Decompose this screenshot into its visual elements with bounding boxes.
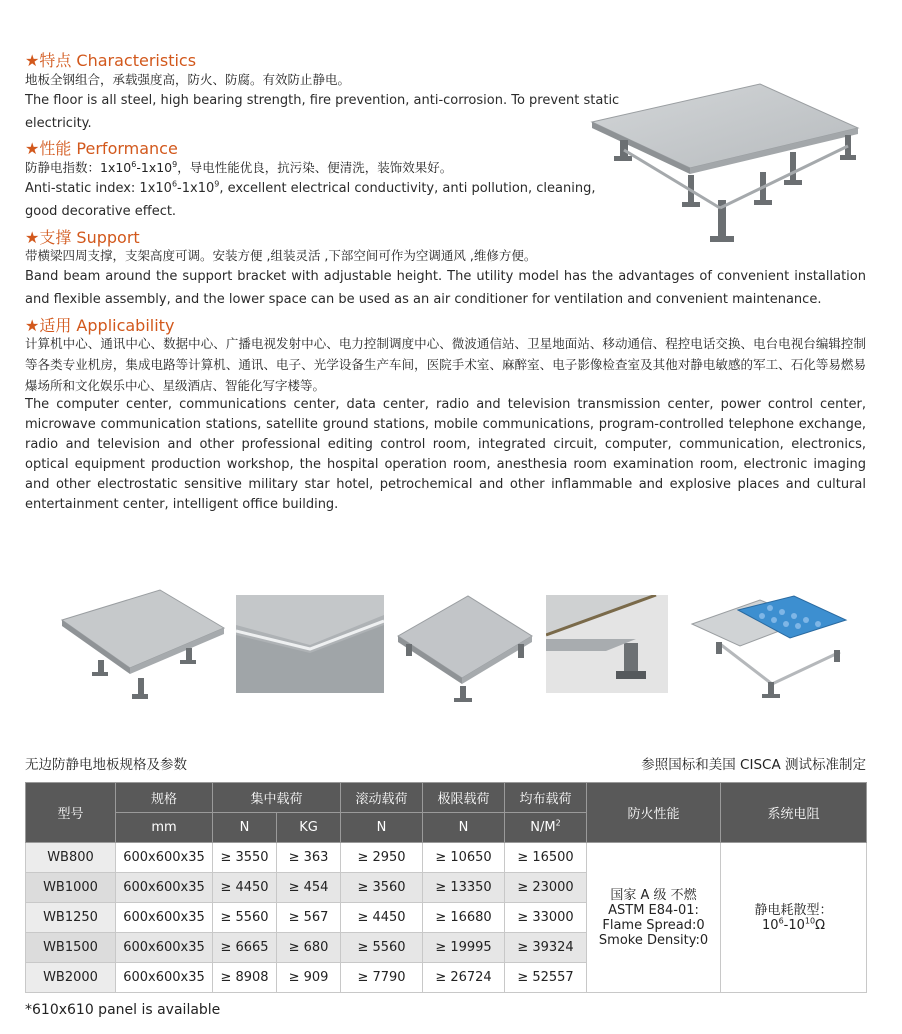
cell-kg: ≥ 567 — [277, 903, 341, 933]
cell-kg: ≥ 454 — [277, 873, 341, 903]
cell-model: WB800 — [26, 843, 116, 873]
header-rolling-load: 滚动载荷 — [341, 783, 423, 813]
cell-n: ≥ 4450 — [213, 873, 277, 903]
cell-resistance — [721, 843, 867, 993]
cell-n: ≥ 3550 — [213, 843, 277, 873]
cell-model: WB1000 — [26, 873, 116, 903]
footnote: *610x610 panel is available — [25, 1002, 221, 1018]
header-uniform-load: 均布载荷 — [505, 783, 587, 813]
header-ultimate-load: 极限载荷 — [423, 783, 505, 813]
star-icon: ★ — [25, 316, 40, 335]
cell-kg: ≥ 909 — [277, 963, 341, 993]
fire-line-2: ASTM E84-01: — [608, 902, 699, 918]
cell-uni: ≥ 33000 — [505, 903, 587, 933]
cell-n: ≥ 6665 — [213, 933, 277, 963]
characteristics-cn: 地板全钢组合，承载强度高，防火、防腐。有效防止静电。 — [25, 72, 351, 87]
cell-ult: ≥ 19995 — [423, 933, 505, 963]
table-row — [26, 843, 867, 873]
performance-en-line2: good decorative effect. — [25, 204, 177, 219]
cell-spec: 600x600x35 — [116, 843, 213, 873]
raised-floor-panel-image — [590, 80, 870, 250]
cell-ult: ≥ 26724 — [423, 963, 505, 993]
fire-line-1: 国家 A 级 不燃 — [610, 887, 697, 903]
photo-panel-2 — [236, 595, 384, 693]
fire-line-3: Flame Spread:0 — [602, 917, 705, 933]
cell-n: ≥ 8908 — [213, 963, 277, 993]
cell-ult: ≥ 16680 — [423, 903, 505, 933]
cell-model: WB1500 — [26, 933, 116, 963]
photo-panel-3 — [396, 592, 534, 704]
header-spec: 规格 — [116, 783, 213, 813]
cell-spec: 600x600x35 — [116, 873, 213, 903]
cell-kg: ≥ 680 — [277, 933, 341, 963]
unit-n: N — [213, 813, 277, 843]
table-header-row — [26, 783, 867, 813]
cell-roll: ≥ 2950 — [341, 843, 423, 873]
cell-uni: ≥ 16500 — [505, 843, 587, 873]
applicability-heading: ★适用 Applicability — [25, 316, 175, 335]
resistance-line-1: 静电耗散型： — [754, 902, 833, 918]
cell-roll: ≥ 3560 — [341, 873, 423, 903]
characteristics-en: The floor is all steel, high bearing strength, fire prevention, anti-corrosion. To prevent static electricity. — [25, 93, 620, 131]
applicability-en: The computer center, communications center, data center, radio and television transmission center, power control center, microwave communication stations, satellite ground stations, mobile communications, program-controlled telephone exchange, radio and television and other professional editing control room, integrated circuit, computer, communication, electronics, optical equipment production workshop, the hospital operation room, anesthesia room examination room, electronic imaging and other electrostatic sensitive military star hotel, petrochemical and other inflammable and explosive places and cultural entertainment center, intelligent office building. — [25, 397, 866, 512]
photo-panel-5 — [690, 594, 850, 706]
cell-roll: ≥ 5560 — [341, 933, 423, 963]
support-cn: 带横梁四周支撑，支架高度可调。安装方便 ,组装灵活 ,下部空间可作为空调通风 ,维修方便。 — [25, 248, 537, 263]
applicability-cn: 计算机中心、通讯中心、数据中心、广播电视发射中心、电力控制调度中心、微波通信站、卫星地面站、移动通信、程控电话交换、电台电视台编辑控制等各类专业机房，集成电路等计算机、通讯、电子、光学设备生产车间，医院手术室、麻醉室、电子影像检查室及其他对静电敏感的军工、石化等易燃易爆场所和文化娱乐中心、星级酒店、智能化写字楼等。 — [25, 336, 866, 393]
star-icon: ★ — [25, 228, 40, 247]
unit-nm2: $N/M^2$ — [505, 813, 587, 843]
header-resistance: 系统电阻 — [721, 783, 867, 843]
cell-model: WB2000 — [26, 963, 116, 993]
table-title-left: 无边防静电地板规格及参数 — [25, 757, 187, 773]
cell-n: ≥ 5560 — [213, 903, 277, 933]
cell-uni: ≥ 52557 — [505, 963, 587, 993]
cell-model: WB1250 — [26, 903, 116, 933]
table-title-right: 参照国标和美国 CISCA 测试标准制定 — [641, 757, 866, 773]
header-model: 型号 — [26, 783, 116, 843]
characteristics-heading: ★特点 Characteristics — [25, 51, 197, 70]
performance-en: Anti-static index: $1x10^6-1x10^9$, excellent electrical conductivity, anti pollution, cleaning, — [25, 179, 596, 196]
unit-kg: KG — [277, 813, 341, 843]
performance-heading: ★性能 Performance — [25, 139, 178, 158]
cell-roll: ≥ 7790 — [341, 963, 423, 993]
support-en: Band beam around the support bracket with adjustable height. The utility model has the advantages of convenient installation and flexible assembly, and the lower space can be used as an air conditioner for ventilation and convenient maintenance. — [25, 269, 866, 307]
cell-fire-rating — [587, 843, 721, 993]
fire-line-4: Smoke Density:0 — [598, 932, 709, 948]
header-fire: 防火性能 — [587, 783, 721, 843]
cell-ult: ≥ 10650 — [423, 843, 505, 873]
cell-spec: 600x600x35 — [116, 903, 213, 933]
cell-uni: ≥ 39324 — [505, 933, 587, 963]
star-icon: ★ — [25, 51, 40, 70]
cell-spec: 600x600x35 — [116, 933, 213, 963]
cell-uni: ≥ 23000 — [505, 873, 587, 903]
photo-panel-1 — [60, 588, 226, 708]
unit-ult-n: N — [423, 813, 505, 843]
cell-roll: ≥ 4450 — [341, 903, 423, 933]
header-concentrated-load: 集中载荷 — [213, 783, 341, 813]
resistance-line-2: $10^6-10^{10}\Omega$ — [762, 916, 826, 933]
unit-spec: mm — [116, 813, 213, 843]
cell-spec: 600x600x35 — [116, 963, 213, 993]
unit-roll-n: N — [341, 813, 423, 843]
photo-panel-4 — [546, 595, 668, 693]
performance-cn: 防静电指数：$1x10^6-1x10^9$，导电性能优良，抗污染、便清洗，装饰效果好。 — [25, 159, 453, 175]
cell-ult: ≥ 13350 — [423, 873, 505, 903]
cell-kg: ≥ 363 — [277, 843, 341, 873]
star-icon: ★ — [25, 139, 40, 158]
support-heading: ★支撑 Support — [25, 228, 140, 247]
spec-table — [25, 782, 867, 993]
